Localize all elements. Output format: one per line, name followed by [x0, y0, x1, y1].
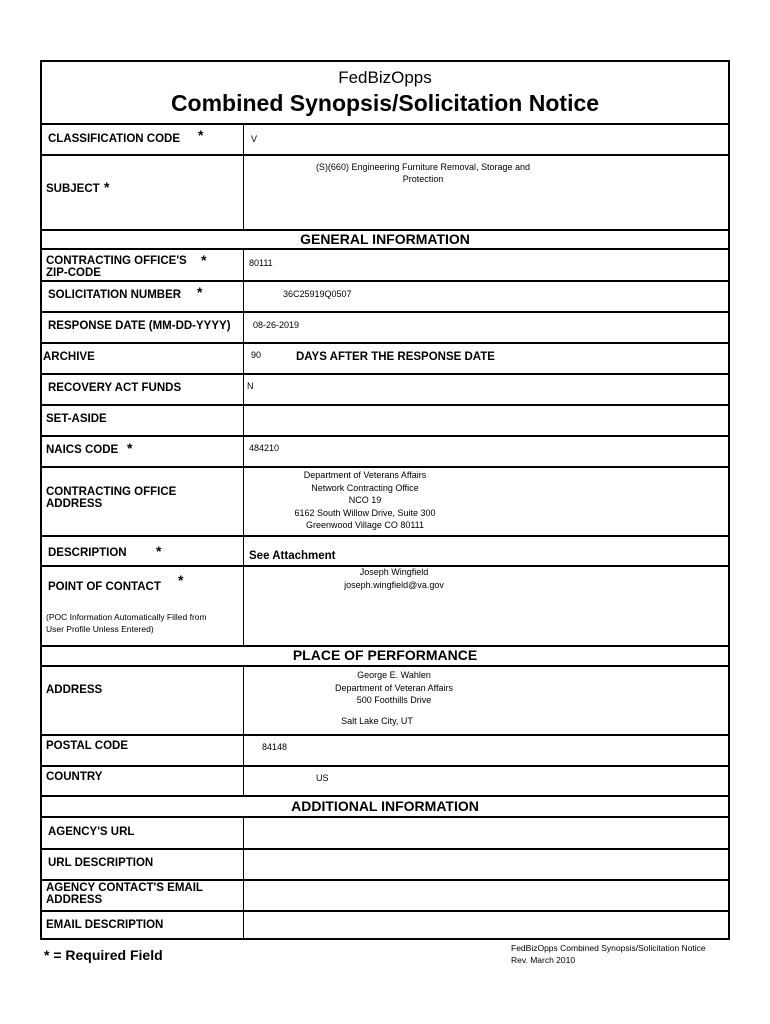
poc-name[interactable]: Joseph Wingfield — [359, 567, 429, 577]
row-divider — [42, 795, 728, 797]
classification-code-value[interactable]: V — [251, 134, 258, 144]
row-divider — [42, 765, 728, 767]
row-divider — [42, 373, 728, 375]
naics-code-label: NAICS CODE — [46, 444, 119, 456]
general-information-heading: GENERAL INFORMATION — [300, 231, 470, 247]
archive-value[interactable]: 90 — [251, 350, 262, 360]
recovery-act-funds-label: RECOVERY ACT FUNDS — [48, 382, 182, 394]
zip-code-label-line2: ZIP-CODE — [46, 267, 101, 279]
office-address-line: Department of Veterans Affairs — [303, 470, 427, 480]
url-description-label: URL DESCRIPTION — [48, 857, 154, 869]
row-divider — [42, 404, 728, 406]
performance-address-line: Department of Veteran Affairs — [335, 682, 453, 693]
archive-label: ARCHIVE — [43, 351, 95, 363]
required-star: * — [127, 440, 133, 456]
description-label: DESCRIPTION — [48, 547, 127, 559]
set-aside-label: SET-ASIDE — [46, 413, 107, 425]
row-divider — [42, 665, 728, 667]
required-star: * — [104, 179, 110, 195]
row-divider — [42, 879, 728, 881]
form-title: Combined Synopsis/Solicitation Notice — [170, 90, 600, 116]
office-address-label-line2: ADDRESS — [46, 498, 103, 510]
postal-code-label: POSTAL CODE — [46, 740, 128, 752]
column-divider — [243, 816, 244, 940]
poc-email[interactable]: joseph.wingfield@va.gov — [344, 580, 444, 590]
response-date-value[interactable]: 08-26-2019 — [253, 320, 300, 330]
solicitation-number-label: SOLICITATION NUMBER — [48, 289, 182, 301]
point-of-contact-label: POINT OF CONTACT — [48, 581, 161, 593]
form-name-footer: FedBizOpps Combined Synopsis/Solicitation Notice — [511, 943, 706, 953]
row-divider — [42, 435, 728, 437]
office-address-line: Network Contracting Office — [311, 482, 419, 493]
classification-code-label: CLASSIFICATION CODE — [48, 133, 181, 145]
row-divider — [42, 154, 728, 156]
office-address-line: NCO 19 — [348, 495, 382, 505]
row-divider — [42, 248, 728, 250]
place-of-performance-heading: PLACE OF PERFORMANCE — [292, 647, 478, 663]
description-value[interactable]: See Attachment — [249, 550, 336, 562]
form-brand: FedBizOpps — [338, 68, 432, 87]
row-divider — [42, 342, 728, 344]
poc-note-line1: (POC Information Automatically Filled from — [46, 612, 207, 622]
revision-footer: Rev. March 2010 — [511, 955, 576, 965]
office-address-line: 6162 South Willow Drive, Suite 300 — [294, 507, 436, 518]
additional-information-heading: ADDITIONAL INFORMATION — [291, 798, 479, 814]
agency-email-label-line1: AGENCY CONTACT'S EMAIL — [46, 882, 203, 894]
performance-address-line: Salt Lake City, UT — [341, 715, 413, 726]
agency-url-label: AGENCY'S URL — [48, 826, 135, 838]
country-value[interactable]: US — [316, 773, 329, 783]
performance-address-value[interactable] — [243, 669, 545, 727]
recovery-act-funds-value[interactable]: N — [247, 381, 254, 391]
row-divider — [42, 123, 728, 125]
required-star: * — [201, 252, 207, 268]
required-star: * — [178, 572, 184, 588]
row-divider — [42, 466, 728, 468]
poc-note-line2: User Profile Unless Entered) — [46, 624, 154, 634]
postal-code-value[interactable]: 84148 — [262, 742, 288, 752]
country-label: COUNTRY — [46, 771, 103, 783]
office-address-label-line1: CONTRACTING OFFICE — [46, 486, 177, 498]
naics-code-value[interactable]: 484210 — [249, 443, 280, 453]
performance-address-label: ADDRESS — [46, 684, 103, 696]
subject-value-line2[interactable]: Protection — [402, 174, 444, 184]
row-divider — [42, 311, 728, 313]
required-star: * — [197, 284, 203, 300]
required-star: * — [156, 543, 162, 559]
subject-value-line1[interactable]: (S)(660) Engineering Furniture Removal, Storage and — [315, 162, 531, 172]
office-address-value[interactable] — [243, 469, 487, 532]
row-divider — [42, 910, 728, 912]
archive-suffix: DAYS AFTER THE RESPONSE DATE — [296, 351, 495, 363]
row-divider — [42, 734, 728, 736]
solicitation-form — [40, 60, 730, 940]
row-divider — [42, 535, 728, 537]
required-star: * — [198, 127, 204, 143]
row-divider — [42, 848, 728, 850]
email-description-label: EMAIL DESCRIPTION — [46, 919, 164, 931]
zip-code-label-line1: CONTRACTING OFFICE'S — [46, 255, 187, 267]
performance-address-line — [243, 707, 545, 715]
office-address-line: Greenwood Village CO 80111 — [305, 520, 425, 530]
performance-address-line: 500 Foothills Drive — [356, 695, 432, 705]
solicitation-number-value[interactable]: 36C25919Q0507 — [283, 289, 352, 299]
performance-address-line: George E. Wahlen — [357, 670, 431, 680]
row-divider — [42, 280, 728, 282]
zip-code-value[interactable]: 80111 — [249, 258, 273, 268]
required-field-note: * = Required Field — [44, 947, 163, 963]
agency-email-label-line2: ADDRESS — [46, 894, 103, 906]
subject-label: SUBJECT — [46, 183, 100, 195]
row-divider — [42, 816, 728, 818]
response-date-label: RESPONSE DATE (MM-DD-YYYY) — [48, 320, 231, 332]
